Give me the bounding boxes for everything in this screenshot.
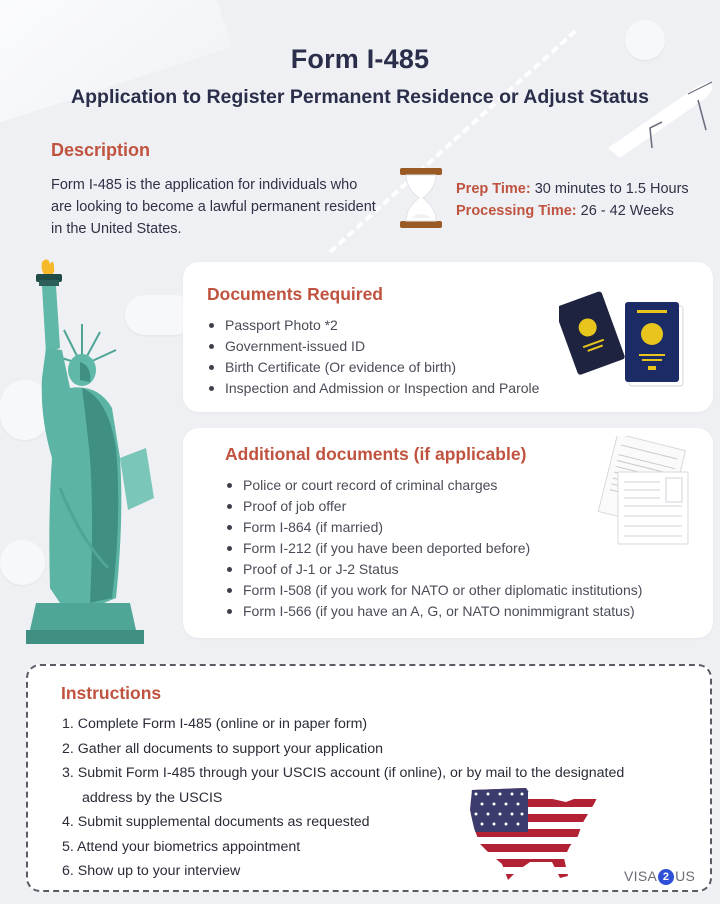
instruction-step: 6. Show up to your interview [62,863,241,879]
processing-time [456,200,689,222]
paper-forms-icon [588,436,698,546]
page-title: Form I-485 [290,44,430,74]
visa2us-logo [624,868,695,885]
documents-required-card [183,262,713,412]
list-item: Inspection and Admission or Inspection and Parole [207,378,539,399]
instructions-box [26,664,712,892]
instruction-step: 1. Complete Form I-485 (online or in paper form) [62,716,368,732]
brand-left: VISA [624,868,658,884]
list-item: Police or court record of criminal charges [225,475,642,496]
additional-documents-heading: Additional documents (if applicable) [225,444,527,464]
airplane-icon [600,70,720,160]
prep-time [456,178,689,200]
processing-time-label: Processing Time: [456,203,577,219]
instruction-step-continuation: address by the USCIS [82,789,223,806]
list-item: Government-issued ID [207,336,539,357]
list-item: Birth Certificate (Or evidence of birth) [207,357,539,378]
list-item: Form I-508 (if you work for NATO or other diplomatic institutions) [225,580,642,601]
prep-time-value: 30 minutes to 1.5 Hours [530,181,689,197]
instruction-step: 5. Attend your biometrics appointment [62,838,301,855]
list-item: Proof of J-1 or J-2 Status [225,559,642,580]
instruction-step: 4. Submit supplemental documents as requested [62,814,370,830]
documents-required-heading: Documents Required [207,284,383,304]
documents-required-list [207,315,539,399]
list-item: Proof of job offer [225,496,642,517]
passports-icon [559,284,689,394]
brand-right: US [675,868,696,884]
statue-of-liberty-icon [20,258,170,648]
list-item: Passport Photo *2 [207,315,539,336]
list-item: Form I-566 (if you have an A, G, or NATO nonimmigrant status) [225,601,642,622]
instructions-heading: Instructions [61,683,162,703]
hourglass-icon [398,166,444,230]
description-heading: Description [51,140,151,160]
list-item: Form I-212 (if you have been deported before) [225,538,642,559]
page-subtitle: Application to Register Permanent Residence or Adjust Status [71,86,649,108]
instruction-step: 2. Gather all documents to support your application [62,740,383,757]
processing-time-value: 26 - 42 Weeks [576,203,674,219]
prep-time-label: Prep Time: [456,181,531,197]
instruction-step-text: 3. Submit Form I-485 through your USCIS account (if online), or by mail to the designated [62,765,625,781]
additional-documents-card [183,428,713,638]
brand-two-badge: 2 [658,869,674,885]
us-flag-map-icon [466,784,616,884]
list-item: Form I-864 (if married) [225,517,642,538]
time-estimates [456,178,689,222]
additional-documents-list [225,475,642,622]
description-text: Form I-485 is the application for individuals who are looking to become a lawful permanent resident in the United States. [51,177,376,237]
